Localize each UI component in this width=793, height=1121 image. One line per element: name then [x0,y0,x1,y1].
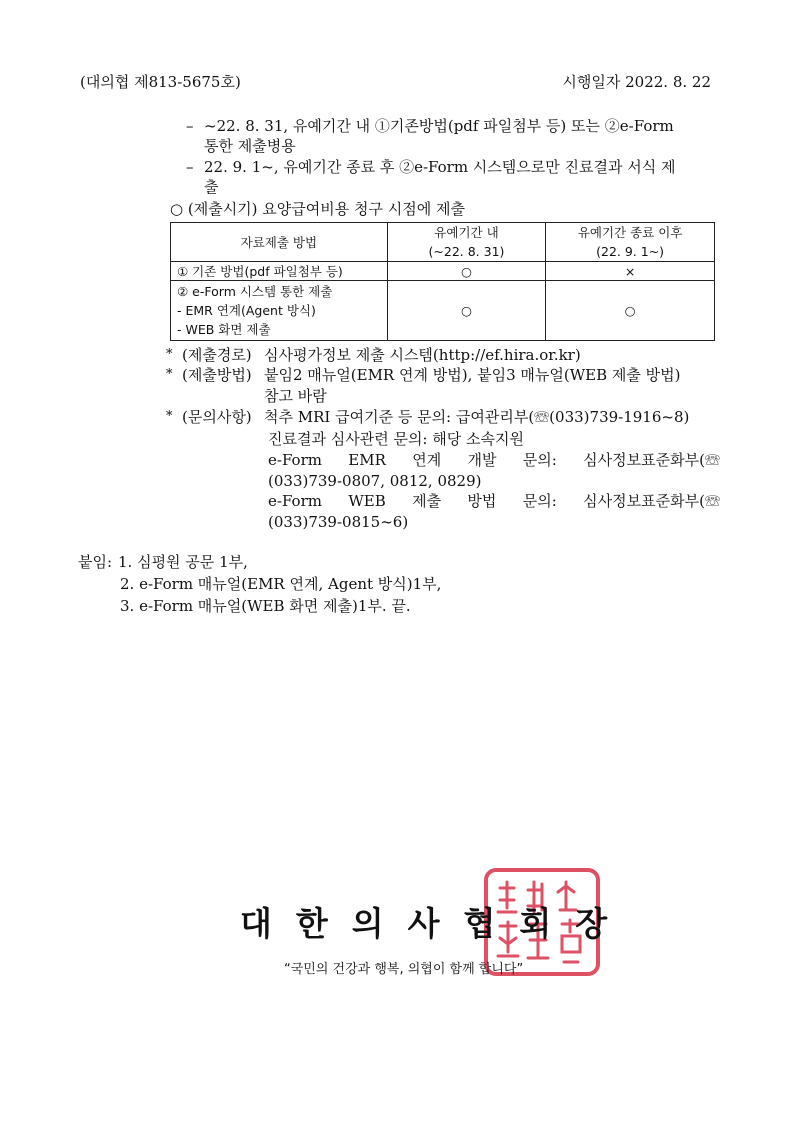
word: 개발 [467,451,497,469]
word: EMR [348,451,386,469]
note-inquiry-head: (문의사항) [182,408,252,426]
bullet-text: 출 [204,178,219,196]
word: e-Form [268,451,322,469]
note-inquiry-emr-phone: (033)739-0807, 0812, 0829) [268,472,482,490]
note-star: * [166,347,173,362]
table-header-after-label: 유예기간 종료 이후 [577,225,683,240]
bullet-text: 22. 9. 1~, 유예기간 종료 후 ②e-Form 시스템으로만 진료결과 서식 제 [204,158,676,176]
note-method-cont: 참고 바람 [264,387,327,405]
table-header-grace [387,223,545,262]
table-cell-method: ① 기존 방법(pdf 파일첨부 등) [171,262,388,281]
word: 연계 [412,451,442,469]
word: 심사정보표준화부(☏ [583,492,720,510]
table-cell-method [171,281,388,341]
slogan: “국민의 건강과 행복, 의협이 함께 합니다” [284,962,524,977]
method-line: - WEB 화면 제출 [177,322,271,337]
attachment-item: 1. 심평원 공문 1부, [118,553,248,571]
note-method-body: 붙임2 매뉴얼(EMR 연계 방법), 붙임3 매뉴얼(WEB 제출 방법) [264,366,681,384]
note-route-body: 심사평가정보 제출 시스템(http://ef.hira.or.kr) [264,346,581,364]
table-header-after [546,223,715,262]
table-header-grace-range: (~22. 8. 31) [428,244,505,259]
word: e-Form [268,492,322,510]
note-inquiry-web [268,491,720,511]
bullet-dash: – [186,158,194,176]
note-method-head: (제출방법) [182,366,252,384]
table-header-method [171,223,388,262]
note-inquiry-emr [268,450,720,470]
attachments-label: 붙임: [78,553,113,571]
note-star: * [166,409,173,424]
attachment-item: 3. e-Form 매뉴얼(WEB 화면 제출)1부. 끝. [120,597,411,615]
note-inquiry-review: 진료결과 심사관련 문의: 해당 소속지원 [268,430,524,448]
table-cell-after: ○ [546,281,715,341]
word: 제출 [412,492,442,510]
bullet-text: 통한 제출병용 [204,137,296,155]
word: 문의: [522,492,557,510]
note-inquiry-web-phone: (033)739-0815~6) [268,513,409,531]
attachment-item: 2. e-Form 매뉴얼(EMR 연계, Agent 방식)1부, [120,575,442,593]
method-line: ② e-Form 시스템 통한 제출 [177,284,333,299]
note-inquiry-mri: 척추 MRI 급여기준 등 문의: 급여관리부(☏(033)739-1916~8) [264,408,690,426]
table-header-grace-label: 유예기간 내 [434,225,499,240]
table-row [171,281,715,341]
issuer-name: 대한의사협회장 [240,904,632,943]
table-cell-grace: ○ [387,281,545,341]
table-cell-grace: ○ [387,262,545,281]
word: 심사정보표준화부(☏ [583,451,720,469]
document-number: (대의협 제813-5675호) [80,73,241,91]
bullet-text: ~22. 8. 31, 유예기간 내 ①기존방법(pdf 파일첨부 등) 또는 ②e-Form [204,117,674,135]
method-line: - EMR 연계(Agent 방식) [177,303,316,318]
word: 방법 [467,492,497,510]
table-header-after-range: (22. 9. 1~) [596,244,665,259]
table-cell-after: × [546,262,715,281]
note-route-head: (제출경로) [182,346,252,364]
table-row [171,262,715,281]
timing-line: ○ (제출시기) 요양급여비용 청구 시점에 제출 [170,200,465,218]
submission-method-table [170,222,715,341]
bullet-dash: – [186,117,194,135]
table-header-method-label: 자료제출 방법 [240,235,318,250]
note-star: * [166,367,173,382]
effective-date: 시행일자 2022. 8. 22 [562,73,711,91]
word: WEB [348,492,386,510]
word: 문의: [522,451,557,469]
